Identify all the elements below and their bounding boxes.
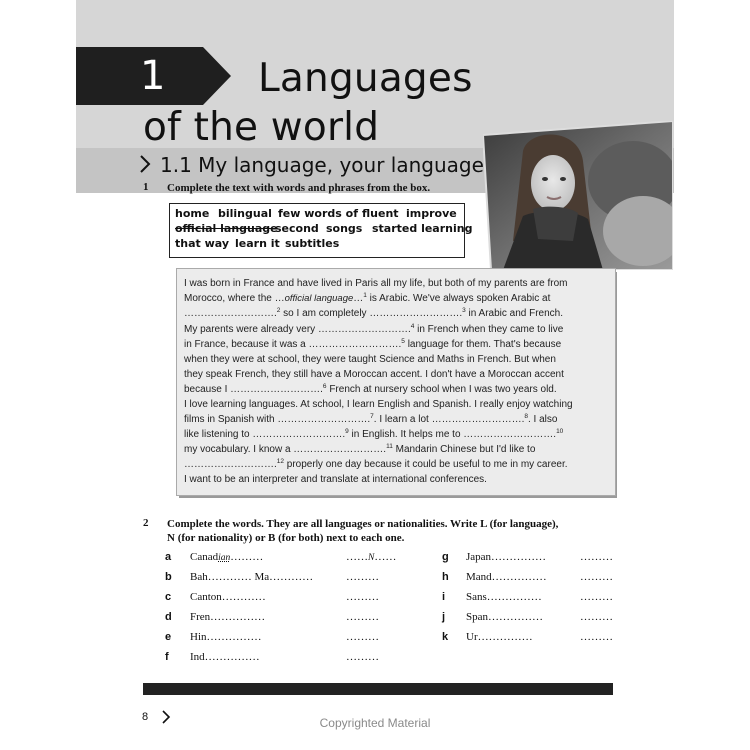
item-letter: b [165, 571, 172, 583]
word-item: Mand…………… [466, 571, 547, 583]
word-item: Ur…………… [466, 631, 533, 643]
item-letter: i [442, 591, 446, 603]
word-box-item: started learning [372, 222, 473, 235]
exercise-2-instruction-line2: N (for nationality) or B (for both) next to each one. [167, 532, 405, 544]
text-line: I love learning languages. At school, I learn English and Spanish. I really enjoy watching [184, 399, 573, 410]
answer-blank: ……… [346, 631, 379, 643]
answer-blank: ……N…… [346, 551, 397, 563]
word-item: Bah………… Ma………… [190, 571, 314, 583]
text-line: My parents were already very ……………………….$^4$ in French when they came to live [184, 323, 564, 335]
word-box-item: second [275, 222, 319, 235]
text-line: they speak French, they still have a Moroccan accent. I don't have a Moroccan accent [184, 369, 564, 380]
answer-blank: ……… [346, 571, 379, 583]
item-letter: c [165, 591, 172, 603]
handwritten-answer: ian [218, 553, 231, 563]
text-line: ……………………….$^2$ so I am completely ……………………….$^3$ in Arabic and French. [184, 307, 564, 319]
word-item: Japan…………… [466, 551, 547, 563]
word-item: Ind…………… [190, 651, 260, 663]
word-box-item: home [175, 207, 210, 220]
unit-number: 1 [140, 53, 166, 99]
answer-blank: ……… [346, 591, 379, 603]
text-line: I want to be an interpreter and translate at international conferences. [184, 474, 487, 485]
section-title: 1.1 My language, your language [160, 153, 484, 177]
unit-title-line1: Languages [258, 56, 473, 101]
answer-blank: ……… [580, 551, 613, 563]
word-box-item: fluent [362, 207, 399, 220]
text-line: like listening to ……………………….$^9$ in English. It helps me to ……………………….$^{10}$ [184, 428, 564, 440]
text-line: when they were at school, they were taught Science and Maths in French. But when [184, 354, 556, 365]
item-letter: k [442, 631, 449, 643]
answer-blank: ……… [346, 651, 379, 663]
text-line: because I ……………………….$^6$ French at nursery school when I was two years old. [184, 383, 557, 395]
exercise-1-instruction: Complete the text with words and phrases from the box. [167, 182, 431, 194]
page-number: 8 [142, 711, 149, 723]
unit-title-line2: of the world [143, 105, 380, 150]
item-letter: h [442, 571, 449, 583]
word-box-item: bilingual [218, 207, 272, 220]
text-line: films in Spanish with ……………………….$^7$. I learn a lot ……………………….$^8$. I also [184, 413, 558, 425]
word-box-item-used: official language [175, 222, 278, 235]
answer-blank: ……… [580, 591, 613, 603]
word-box-item: that way [175, 237, 230, 250]
text-line: ……………………….$^{12}$ properly one day because it could be useful to me in my career. [184, 458, 568, 470]
item-letter: j [442, 611, 446, 623]
word-item: Sans…………… [466, 591, 542, 603]
word-box-item: learn it [235, 237, 280, 250]
answer-blank: ……… [580, 571, 613, 583]
word-item: Hin…………… [190, 631, 262, 643]
answer-blank: ……… [580, 631, 613, 643]
item-letter: e [165, 631, 172, 643]
word-box-item: few words of [278, 207, 358, 220]
word-item: Span…………… [466, 611, 543, 623]
text-line: I was born in France and have lived in Paris all my life, but both of my parents are from [184, 278, 568, 289]
handwritten-answer: official language [284, 293, 354, 304]
text-line: in France, because it was a ……………………….$^5$ language for them. That's because [184, 338, 562, 350]
exercise-2-number: 2 [143, 517, 149, 529]
photo-young-woman [483, 121, 673, 270]
answer-blank: ……… [580, 611, 613, 623]
word-item: Fren…………… [190, 611, 266, 623]
item-letter: g [442, 551, 449, 563]
footer-bar [143, 683, 613, 695]
copyright-watermark-bottom: Copyrighted Material [319, 716, 431, 730]
exercise-2-instruction-line1: Complete the words. They are all languages or nationalities. Write L (for language), [167, 518, 559, 530]
word-item: Canadian……… [190, 551, 264, 563]
word-box-item: improve [406, 207, 457, 220]
exercise-1-number: 1 [143, 181, 149, 193]
text-line: my vocabulary. I know a ……………………….$^{11}$ Mandarin Chinese but I'd like to [184, 443, 536, 455]
item-letter: d [165, 611, 172, 623]
item-letter: f [165, 651, 169, 663]
word-box-item: subtitles [285, 237, 340, 250]
text-line: Morocco, where the …official language…$^1$ is Arabic. We've always spoken Arabic at [184, 292, 551, 304]
word-item: Canton………… [190, 591, 266, 603]
chevron-right-icon [138, 154, 152, 174]
handwritten-answer: N [368, 553, 375, 563]
answer-blank: ……… [346, 611, 379, 623]
item-letter: a [165, 551, 172, 563]
word-box-item: songs [326, 222, 363, 235]
